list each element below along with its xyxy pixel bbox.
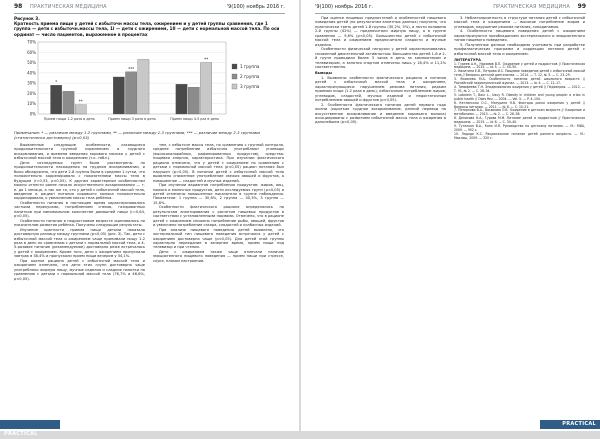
paragraph: При анализе пищевого поведения детей выявлено, что экстернальный тип пищевого поведения встречался у детей с ожирением достоверно чаще (р<0,05). Для детей этой группы характерно переедание в вечернее время, прием пищи под телевизор и при чтении. bbox=[153, 227, 284, 250]
left-page-number: 98 bbox=[14, 3, 23, 10]
left-page-column-1 bbox=[14, 143, 145, 421]
paragraph: 1. Выявлены особенности фактического рациона и питания детей с избыточной массой тела и ожирением, характеризующиеся: нарушением режима питания, редким приемом пищи (1-2 раза в день), избыточным потреблением жиров, углеводов, сладостей, мучных изделий и недостаточным потреблением овощей и фруктов (р<0,05). bbox=[315, 75, 446, 103]
y-tick-label: 50% bbox=[27, 60, 36, 66]
left-footer-label: PRACTICAL bbox=[4, 431, 38, 437]
reference-item: 4. Тимофеева Т.Н. Эпидемиология ожирения у детей // Педиатрия. — 2012. — Т. 91, № 2. — С. 28–34. bbox=[454, 84, 585, 93]
bar bbox=[51, 85, 62, 114]
y-tick-label: 30% bbox=[27, 80, 36, 86]
right-page bbox=[301, 0, 600, 431]
reference-item: 5. Lobstein T., Baur L., Uauy R. Obesity in children and young people: a crisis in public health // Obes Rev. — 2004. — Vol. 5. — P. 4–104. bbox=[454, 92, 585, 101]
reference-item: 2. Никитина Е.В., Петрова И.С. Пищевое поведение детей с избыточной массой тела // Вопросы детской диетологии. — 2014. — Т. 12, № 3. — С. 23–29. bbox=[454, 69, 585, 78]
paragraph: ЛИТЕРАТУРА bbox=[454, 58, 481, 63]
left-page bbox=[0, 0, 299, 437]
bar bbox=[138, 59, 149, 114]
paragraph: Особенности питания в подростковом возрасте оценивались по показателям развития ребёнка. Получены следующие результаты. bbox=[14, 218, 145, 228]
paragraph: Особенности физической нагрузки у детей характеризовались сниженной двигательной активностью: большинство детей 1-й и 2-й групп проводили более 3 часов в день за компьютером и телевизором, а занятия спортом отмечены лишь у 18,4% и 11,2% соответственно. bbox=[315, 47, 446, 69]
reference-item: 8. Денисова Н.А., Гурова М.М. Питание детей и подростков // Практическая медицина. — 2015. — № 6. — С. 34–40. bbox=[454, 116, 585, 125]
reference-item: 3. Яковлева М.А. Особенности питания детей школьного возраста // Российский педиатрический журнал. — 2013. — № 4. — С. 12–17. bbox=[454, 77, 585, 86]
paragraph: 3. Неблагоприятность в структуре питания детей с избыточной массой тела и ожирением — высокое потребление жиров и углеводов, нарушение режима питания, гиподинамия. bbox=[454, 16, 585, 29]
paragraph: Особенности питания в настоящее время характеризовались частыми перекусами, потреблением снеков, газированных напитков при минимальном количестве домашней пищи (r=0,64, p<0,05). bbox=[14, 200, 145, 219]
right-footer-label: PRACTICAL bbox=[562, 421, 596, 427]
paragraph: Особенности фактического рациона определялись по результатам анкетирования с расчетом пищевых продуктов в соответствии с установленными нормами. Отмечено, что в рационе детей с ожирением снижено потребление рыбы, овощей, фруктов и увеличено потребление сахара, сладостей и колбасных изделий. bbox=[153, 205, 284, 228]
significance-mark: *** bbox=[128, 66, 135, 72]
bar bbox=[75, 105, 86, 114]
figure-label: Рисунок 3. bbox=[14, 16, 40, 21]
reference-item: 10. Ладодо К.С. Рациональное питание детей раннего возраста. — М.: Миклош, 2009. — 320 с. bbox=[454, 131, 585, 140]
paragraph: тем, с избыточн массы тела, по сравнению с группой контроля, среднее потребление избыточно употребляют углеводы (высококалорийных, рафинированных продуктов), средства: пищевая энергия, характеристика. При изучении фактического рациона отмечено, что у детей с ожирением по сравнению с детьми с нормальной массой тела (p<0,05) рацион питания был нарушен (p=0,05). В питании детей с избыточной массой тела выявлено сниженное употребление свежих овощей и фруктов, а повышенное — сладостей и мучных изделий. bbox=[153, 143, 284, 183]
y-tick-label: 10% bbox=[27, 101, 36, 107]
paragraph: 2. Особенности фактического питания детей первого года жизни (короткое грудное вскармливание, ранний перевод на искусственное вскармливание и введение коровьего молока) ассоциированы с развитием избыточной массы тела и ожирения в дальнейшем (р<0,05). bbox=[315, 102, 446, 125]
legend-swatch bbox=[232, 74, 237, 79]
meal-frequency-chart bbox=[22, 38, 284, 130]
x-tick-label: Прием пищи 1-2 раза в день bbox=[43, 117, 95, 121]
x-tick-label: Прием пищи 4-5 раз в день bbox=[170, 117, 220, 121]
bar bbox=[63, 91, 74, 114]
reference-item: 9. Тутельян В.А., Конь И.Я. Руководство по детскому питанию. — М.: МИА, 2009. — 952 с. bbox=[454, 124, 585, 132]
bar bbox=[125, 72, 136, 114]
paragraph: При оценке рациона детей с избыточной массой тела и ожирением отмечено, что дети этих групп достоверно чаще употребляли жирную пищу, мучные изделия и сладкие напитки по сравнению с детьми с нормальной массой тела (76,7% и 46,6%, р<0,05). bbox=[14, 258, 145, 281]
right-page-number: 99 bbox=[577, 3, 586, 10]
paragraph: Выявленные следующие особенности, касающиеся продолжительности группой кормлением и грудного вскармливания, и времени введения корового молока у детей с избыточной массой тела и ожирением (т.к. табл.). bbox=[14, 143, 145, 161]
references-list bbox=[454, 63, 585, 141]
significance-mark: ** bbox=[204, 57, 209, 63]
paragraph: Изучение кратности приема пищи детьми показало достоверную разницу между группами (p<0,05) (рис. 3). Так, дети с избыточной массой тела и ожирением чаще принимали пищу 1-2 раза в день по сравнению с детьми с нормальной массой тела, а 4-5-разовое питание (рекомендуемое) достоверно реже встречалось у детей с ожирением. Кроме того, дети с ожирением пропускали завтрак в 38,4% и пропускали прием пищи вечером у 34,1%. bbox=[14, 227, 145, 259]
left-page-header bbox=[14, 3, 285, 14]
y-tick-label: 70% bbox=[27, 39, 36, 45]
y-tick-label: 60% bbox=[27, 49, 36, 55]
legend-label: 2 группа bbox=[240, 74, 260, 80]
paragraph: 5. Полученные данные необходимо учитывать при разработке профилактических программ и коррекции питания детей с избыточной массой тела и ожирением. bbox=[454, 42, 585, 56]
left-issue-label: '9(100) ноябрь 2016 г. bbox=[226, 4, 285, 10]
reference-item: 1. Гуреев А.Н., Нахимов В.П. Ожирение у детей и подростков // Практическая медицина. — 2015. — № 5. — С. 45–50. bbox=[454, 61, 585, 70]
figure-note: Примечание: * — различие между 1-2 группами, ** — различие между 1-3 группами, *** — различие между 2-3 группами (статистически достоверно) (р<0,05) bbox=[14, 130, 260, 140]
left-footer-bar bbox=[0, 420, 60, 437]
legend-label: 1 группа bbox=[240, 64, 260, 70]
right-page-header bbox=[315, 3, 586, 14]
legend-label: 3 группа bbox=[240, 84, 260, 90]
paragraph: Дети исследуемых групп были рассмотрены по продолжительности нахождения на грудном вскармливании, и было обнаружено, что дети 2-й группы были в среднем 1 сутки, что положительно коррелировало с показателями массы тела в будущем (r=0,53, p<0,05). К другим характерным особенностям можно отнести ранее начало искусственного вскармливания — т. е. до 1 месяца, а так же то, что у детей с избыточной массой тела, введение в рацион питания коровьего молока положительно коррелировало, к увеличению массы тела ребёнка. bbox=[14, 160, 145, 201]
right-journal-title: ПРАКТИЧЕСКАЯ МЕДИЦИНА bbox=[493, 4, 570, 10]
left-page-column-2 bbox=[153, 143, 284, 421]
right-footer-bar bbox=[540, 420, 600, 429]
paragraph: При изучении вариантов потребления продуктов: жиров, яиц, молока и молочных продуктов, дети исследуемых групп (р<0,05) и детей отмечены повышенные показатели в группе наблюдения. Показатели: 1 группа — 30,6%, 2 группа — 40,3%, 3 группа — 15,6%. bbox=[153, 183, 284, 205]
bar bbox=[200, 63, 211, 114]
y-tick-label: 0% bbox=[29, 111, 36, 117]
legend-swatch bbox=[232, 64, 237, 69]
paragraph: 4. Особенности пищевого поведения детей с ожирением характеризуются преобладанием экстернального и эмоциогенного типов пищевого поведения. bbox=[454, 29, 585, 43]
right-issue-label: '9(100) ноябрь 2016 г. bbox=[315, 4, 374, 10]
x-tick-label: Прием пищи 3 раза в день bbox=[108, 117, 156, 121]
significance-mark: ** bbox=[78, 99, 83, 105]
right-page-column-2 bbox=[454, 16, 585, 421]
reference-item: 7. Петеркова В.А., Васюкова О.В. Ожирение в детском возрасте // Ожирение и метаболизм. — 2013. — № 2. — С. 28–38. bbox=[454, 108, 585, 117]
reference-item: 6. Кетлинская О.С., Мазурина Н.В. Факторы риска ожирения у детей // Вопросы питания. — 2011. — № 6. — С. 15–21. bbox=[454, 100, 585, 109]
bar bbox=[113, 77, 124, 114]
left-journal-title: ПРАКТИЧЕСКАЯ МЕДИЦИНА bbox=[30, 4, 107, 10]
figure-caption: Кратность приема пищи у детей с избыточн массы тела, ожирением и у детей группы сравнения, где 1 группа — дети с избыточн.массы тела, 1I — дети с ожирением, 1II — дети с нормальной массой тела. По оси ординат — число пациентов, выраженное в процентах bbox=[14, 21, 280, 37]
significance-mark: * bbox=[55, 79, 58, 85]
right-page-column-1 bbox=[315, 16, 446, 421]
paragraph: Дети с ожирением также чаще отмечали наличие эмоциогенного пищевого поведения — прием пищи при стрессе, скуке, плохом настроении. bbox=[153, 249, 284, 263]
y-tick-label: 20% bbox=[27, 90, 36, 96]
paragraph: При оценке пищевых предпочтений и особенностей пищевого поведения детей (по результатам анкетных данных) получено, что практически треть детей 1-й группы (30,2%, 5%), и почти половина 2-й группы (42%) — предпочитали жирную пищу, а в группе сравнения — 9,6% (р<0,05). Большинство детей с избыточной массой тела и ожирением предпочитали сладости и мучные изделия. bbox=[315, 16, 446, 47]
y-tick-label: 40% bbox=[27, 70, 36, 76]
legend-swatch bbox=[232, 84, 237, 89]
bar bbox=[188, 87, 199, 114]
bar bbox=[176, 84, 187, 114]
paragraph: Выводы bbox=[315, 71, 332, 76]
figure-caption-block bbox=[14, 16, 284, 37]
